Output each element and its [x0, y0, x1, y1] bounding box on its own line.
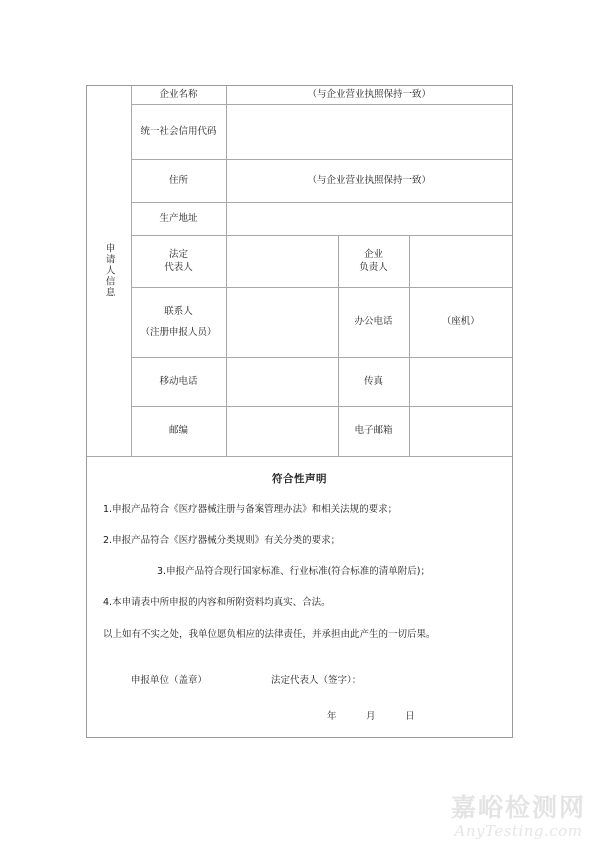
- field-label-production-address: 生产地址: [131, 202, 226, 235]
- declaration-closing-statement: 以上如有不实之处，我单位愿负相应的法律责任，并承担由此产生的一切后果。: [103, 628, 436, 640]
- table-row: [87, 159, 512, 202]
- field-value-postal-code[interactable]: [226, 406, 338, 456]
- date-month-label: 月: [366, 710, 376, 722]
- signature-date-row: [131, 708, 496, 722]
- application-form-box: [86, 85, 513, 738]
- field-label-email: 电子邮箱: [338, 406, 409, 456]
- table-row: [87, 202, 512, 235]
- field-value-mobile-phone[interactable]: [226, 357, 338, 406]
- field-label-office-phone: 办公电话: [338, 287, 409, 357]
- field-value-credit-code[interactable]: [226, 104, 512, 159]
- conformity-declaration-section: [87, 457, 512, 722]
- declaration-item-3: 3.申报产品符合现行国家标准、行业标准(符合标准的清单附后)；: [157, 566, 430, 578]
- watermark: [450, 792, 586, 840]
- declaration-title: 符合性声明: [272, 472, 327, 485]
- declaration-item-4: 4.本申请表中所申报的内容和所附资料均真实、合法。: [103, 597, 331, 609]
- field-value-office-phone[interactable]: （座机）: [409, 287, 512, 357]
- field-label-contact-person: 联系人 （注册申报人员）: [131, 287, 226, 357]
- applicant-info-table: [87, 86, 512, 457]
- field-value-fax[interactable]: [409, 357, 512, 406]
- field-value-email[interactable]: [409, 406, 512, 456]
- field-label-credit-code: 统一社会信用代码: [131, 104, 226, 159]
- table-row: [87, 406, 512, 456]
- field-label-company-name: 企业名称: [131, 86, 226, 104]
- field-label-enterprise-manager: 企业 负责人: [338, 235, 409, 287]
- legal-representative-signature-label: 法定代表人（签字）：: [271, 674, 362, 686]
- watermark-chinese-text: 嘉峪检测网: [450, 792, 586, 822]
- field-label-legal-representative: 法定 代表人: [131, 235, 226, 287]
- field-value-contact-person[interactable]: [226, 287, 338, 357]
- watermark-english-text: AnyTesting.com: [454, 822, 583, 840]
- stamp-label: 申报单位（盖章）: [131, 674, 208, 686]
- table-row: [87, 86, 512, 104]
- field-label-postal-code: 邮编: [131, 406, 226, 456]
- date-year-label: 年: [327, 710, 337, 722]
- table-row: [87, 104, 512, 159]
- field-value-residence[interactable]: （与企业营业执照保持一致）: [226, 159, 512, 202]
- field-label-residence: 住所: [131, 159, 226, 202]
- field-label-mobile-phone: 移动电话: [131, 357, 226, 406]
- field-value-legal-representative[interactable]: [226, 235, 338, 287]
- table-row: [87, 357, 512, 406]
- field-value-company-name[interactable]: （与企业营业执照保持一致）: [226, 86, 512, 104]
- signature-block: [103, 672, 496, 722]
- signature-row-labels: [131, 672, 496, 686]
- section-label-applicant-info: 申请人信息: [87, 86, 131, 456]
- field-value-production-address[interactable]: [226, 202, 512, 235]
- declaration-item-2: 2.申报产品符合《医疗器械分类规则》有关分类的要求；: [103, 534, 341, 546]
- field-label-fax: 传真: [338, 357, 409, 406]
- table-row: [87, 287, 512, 357]
- table-row: [87, 235, 512, 287]
- field-value-enterprise-manager[interactable]: [409, 235, 512, 287]
- declaration-item-1: 1.申报产品符合《医疗器械注册与备案管理办法》和相关法规的要求；: [103, 503, 398, 515]
- date-day-label: 日: [405, 710, 415, 722]
